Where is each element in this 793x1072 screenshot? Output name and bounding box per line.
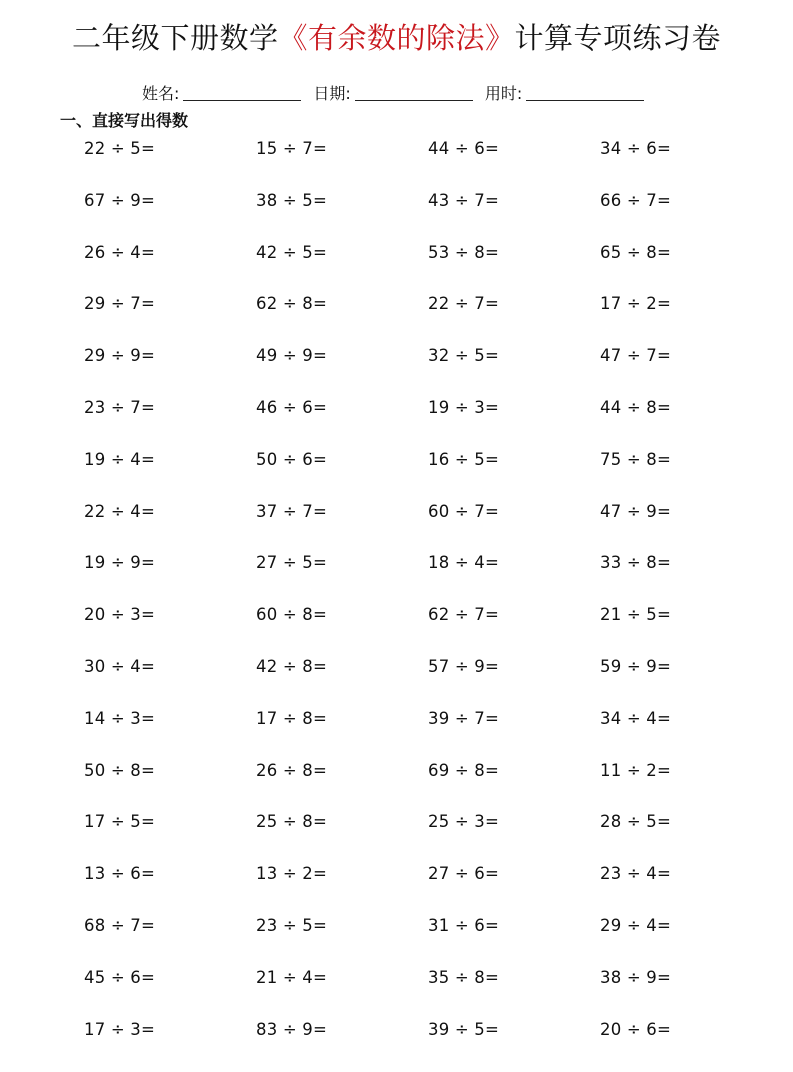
- division-problem: 13 ÷ 6=: [84, 864, 156, 884]
- division-problem: 68 ÷ 7=: [84, 915, 156, 935]
- name-blank-line[interactable]: [183, 99, 301, 101]
- section-heading: 一、直接写出得数: [60, 111, 189, 130]
- division-problem: 26 ÷ 4=: [84, 242, 156, 262]
- division-problem: 25 ÷ 3=: [428, 812, 500, 832]
- division-problem: 44 ÷ 6=: [428, 139, 500, 158]
- division-problem: 19 ÷ 3=: [428, 397, 500, 417]
- division-problem: 29 ÷ 9=: [84, 346, 156, 366]
- date-label: 日期:: [313, 84, 351, 103]
- division-problem: 23 ÷ 7=: [84, 397, 156, 417]
- division-problem: 39 ÷ 7=: [428, 708, 500, 728]
- division-problem: 32 ÷ 5=: [428, 346, 500, 366]
- division-problem: 62 ÷ 8=: [256, 294, 328, 314]
- title-highlight: 《有余数的除法》: [278, 21, 515, 55]
- division-problem: 25 ÷ 8=: [256, 812, 328, 832]
- division-problem: 17 ÷ 8=: [256, 708, 328, 728]
- division-problem: 66 ÷ 7=: [600, 190, 672, 210]
- division-problem: 75 ÷ 8=: [600, 449, 672, 469]
- division-problem: 19 ÷ 4=: [84, 449, 156, 469]
- division-problem: 50 ÷ 6=: [256, 449, 328, 469]
- division-problem: 22 ÷ 5=: [84, 139, 156, 158]
- student-info-row: [142, 80, 656, 104]
- date-blank-line[interactable]: [355, 99, 473, 101]
- division-problem: 13 ÷ 2=: [256, 864, 328, 884]
- division-problem: 46 ÷ 6=: [256, 397, 328, 417]
- division-problem: 22 ÷ 4=: [84, 501, 156, 521]
- division-problem: 17 ÷ 3=: [84, 1019, 156, 1039]
- problem-grid: [84, 138, 710, 1070]
- division-problem: 27 ÷ 5=: [256, 553, 328, 573]
- division-problem: 50 ÷ 8=: [84, 760, 156, 780]
- division-problem: 60 ÷ 7=: [428, 501, 500, 521]
- division-problem: 31 ÷ 6=: [428, 915, 500, 935]
- date-field[interactable]: [313, 84, 484, 104]
- division-problem: 53 ÷ 8=: [428, 242, 500, 262]
- division-problem: 57 ÷ 9=: [428, 656, 500, 676]
- division-problem: 20 ÷ 6=: [600, 1019, 672, 1039]
- division-problem: 21 ÷ 5=: [600, 605, 672, 625]
- title-prefix: 二年级下册数学: [71, 21, 279, 55]
- division-problem: 44 ÷ 8=: [600, 397, 672, 417]
- division-problem: 49 ÷ 9=: [256, 346, 328, 366]
- division-problem: 33 ÷ 8=: [600, 553, 672, 573]
- division-problem: 30 ÷ 4=: [84, 656, 156, 676]
- division-problem: 23 ÷ 5=: [256, 915, 328, 935]
- division-problem: 16 ÷ 5=: [428, 449, 500, 469]
- division-problem: 69 ÷ 8=: [428, 760, 500, 780]
- division-problem: 17 ÷ 2=: [600, 294, 672, 314]
- division-problem: 18 ÷ 4=: [428, 553, 500, 573]
- division-problem: 29 ÷ 4=: [600, 915, 672, 935]
- division-problem: 43 ÷ 7=: [428, 190, 500, 210]
- time-field[interactable]: [485, 84, 656, 104]
- division-problem: 38 ÷ 5=: [256, 190, 328, 210]
- division-problem: 34 ÷ 6=: [600, 139, 672, 158]
- division-problem: 34 ÷ 4=: [600, 708, 672, 728]
- title-suffix: 计算专项练习卷: [514, 21, 722, 55]
- division-problem: 15 ÷ 7=: [256, 139, 328, 158]
- division-problem: 62 ÷ 7=: [428, 605, 500, 625]
- time-blank-line[interactable]: [526, 99, 644, 101]
- division-problem: 22 ÷ 7=: [428, 294, 500, 314]
- division-problem: 47 ÷ 9=: [600, 501, 672, 521]
- division-problem: 47 ÷ 7=: [600, 346, 672, 366]
- division-problem: 19 ÷ 9=: [84, 553, 156, 573]
- division-problem: 17 ÷ 5=: [84, 812, 156, 832]
- division-problem: 27 ÷ 6=: [428, 864, 500, 884]
- division-problem: 39 ÷ 5=: [428, 1019, 500, 1039]
- division-problem: 45 ÷ 6=: [84, 967, 156, 987]
- division-problem: 28 ÷ 5=: [600, 812, 672, 832]
- division-problem: 29 ÷ 7=: [84, 294, 156, 314]
- division-problem: 26 ÷ 8=: [256, 760, 328, 780]
- division-problem: 23 ÷ 4=: [600, 864, 672, 884]
- division-problem: 83 ÷ 9=: [256, 1019, 328, 1039]
- division-problem: 60 ÷ 8=: [256, 605, 328, 625]
- division-problem: 67 ÷ 9=: [84, 190, 156, 210]
- worksheet-title: [0, 18, 793, 58]
- division-problem: 38 ÷ 9=: [600, 967, 672, 987]
- division-problem: 42 ÷ 8=: [256, 656, 328, 676]
- division-problem: 35 ÷ 8=: [428, 967, 500, 987]
- division-problem: 59 ÷ 9=: [600, 656, 672, 676]
- name-field[interactable]: [142, 84, 313, 104]
- division-problem: 11 ÷ 2=: [600, 760, 672, 780]
- division-problem: 20 ÷ 3=: [84, 605, 156, 625]
- name-label: 姓名:: [142, 84, 180, 103]
- division-problem: 42 ÷ 5=: [256, 242, 328, 262]
- division-problem: 65 ÷ 8=: [600, 242, 672, 262]
- division-problem: 21 ÷ 4=: [256, 967, 328, 987]
- division-problem: 14 ÷ 3=: [84, 708, 156, 728]
- time-label: 用时:: [484, 84, 523, 103]
- division-problem: 37 ÷ 7=: [256, 501, 328, 521]
